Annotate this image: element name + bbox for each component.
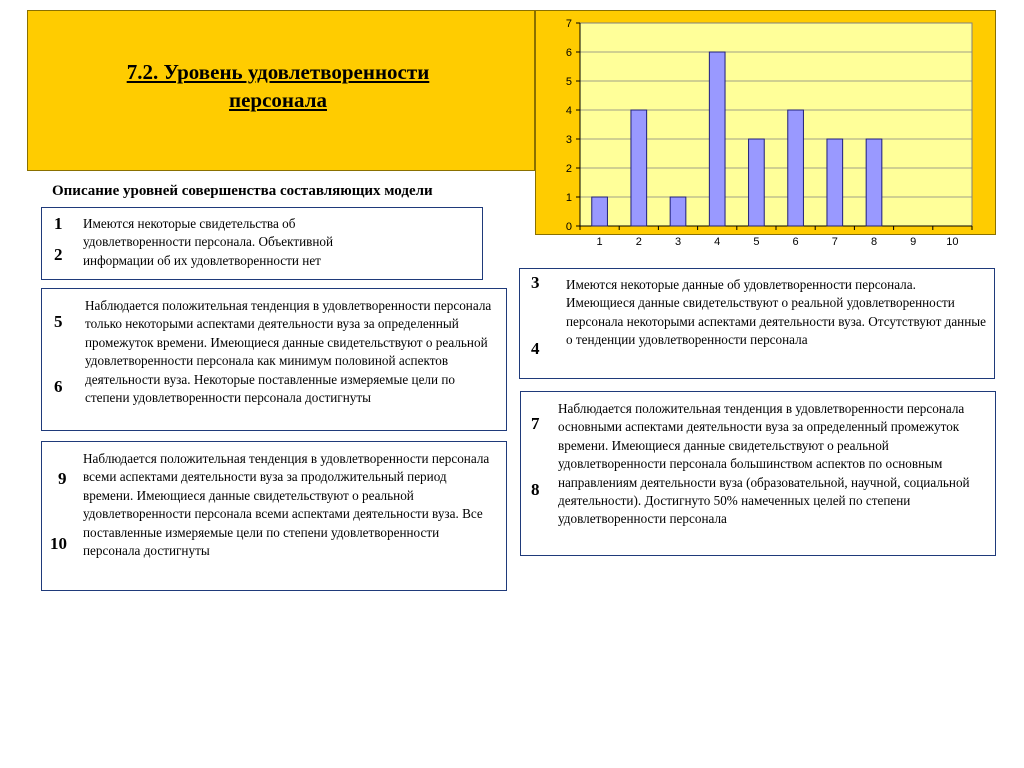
- y-tick-label: 4: [565, 105, 572, 117]
- level-3-4-box: [519, 268, 995, 379]
- y-tick-label: 7: [565, 18, 572, 30]
- level-number: 3: [531, 273, 540, 292]
- x-tick-label: 4: [714, 236, 721, 248]
- bar-2: [631, 110, 647, 226]
- page-title: 7.2. Уровень удовлетворенности персонала: [126, 60, 430, 112]
- bar-3: [670, 197, 686, 226]
- level-description: Наблюдается положительная тенденция в удовлетворенности персонала только некоторыми аспектами деятельности вуза за определенный промежуток времени. Имеющиеся данные свидетельствуют о реальной удовлетворенности персонала как минимум половиной аспектов деятельности вуза. Некоторые поставленные измеряемые цели по степени удовлетворенности персонала достигнуты: [85, 298, 492, 406]
- level-number: 6: [54, 377, 63, 396]
- y-tick-label: 6: [565, 47, 572, 59]
- bar-5: [749, 139, 765, 226]
- level-5-6-box: [41, 288, 507, 431]
- level-9-10-box: [41, 441, 507, 591]
- level-number: 1: [54, 214, 63, 233]
- bar-6: [788, 110, 804, 226]
- level-number: 4: [531, 339, 540, 358]
- level-number: 8: [531, 480, 540, 499]
- level-description: Имеются некоторые данные об удовлетворенности персонала. Имеющиеся данные свидетельствуют о реальной удовлетворенности персонала некоторыми аспектами деятельности вуза. Отсутствуют данные о тенденции удовлетворенности персонала: [566, 277, 987, 348]
- bar-chart: [536, 11, 997, 248]
- level-number: 5: [54, 312, 63, 331]
- title-panel: [27, 10, 535, 171]
- x-tick-label: 3: [674, 236, 682, 248]
- bar-8: [866, 139, 882, 226]
- bar-1: [592, 197, 608, 226]
- x-tick-label: 6: [792, 236, 799, 248]
- x-tick-label: 1: [596, 236, 603, 248]
- level-number: 10: [50, 534, 67, 553]
- y-tick-label: 1: [565, 192, 572, 204]
- section-subtitle: Описание уровней совершенства составляющих модели: [52, 183, 433, 199]
- x-tick-label: 10: [946, 236, 959, 248]
- chart-panel: [535, 10, 996, 248]
- level-description: Имеются некоторые свидетельства об удовлетворенности персонала. Объективной информации об их удовлетворенности нет: [83, 216, 334, 268]
- y-tick-label: 2: [565, 163, 572, 175]
- x-tick-label: 5: [753, 236, 760, 248]
- level-description: Наблюдается положительная тенденция в удовлетворенности персонала всеми аспектами деятельности вуза за продолжительный период времени. Имеющиеся данные свидетельствуют о реальной удовлетворенности персонала всеми аспектами деятельности вуза. Все поставленные измеряемые цели по степени удовлетворенности персонала достигнуты: [83, 451, 490, 559]
- bar-4: [709, 52, 725, 226]
- y-tick-label: 5: [565, 76, 572, 88]
- x-tick-label: 8: [870, 236, 878, 248]
- level-description: Наблюдается положительная тенденция в удовлетворенности персонала основными аспектами деятельности вуза за определенный промежуток времени. Имеющиеся данные свидетельствуют о реальной удовлетворенности персонала большинством аспектов по основным направлениям деятельности вуза (образовательной, научной, социальной деятельности). Достигнуто 50% намеченных целей по степени удовлетворенности персонала: [558, 401, 970, 527]
- bar-7: [827, 139, 843, 226]
- y-tick-label: 0: [565, 221, 572, 233]
- x-tick-label: 7: [831, 236, 838, 248]
- level-7-8-box: [520, 391, 996, 556]
- level-number: 7: [531, 414, 540, 433]
- x-tick-label: 9: [910, 236, 917, 248]
- level-number: 2: [54, 245, 63, 264]
- x-tick-label: 2: [635, 236, 642, 248]
- y-tick-label: 3: [565, 134, 572, 146]
- level-number: 9: [58, 469, 67, 488]
- level-1-2-box: [41, 207, 483, 280]
